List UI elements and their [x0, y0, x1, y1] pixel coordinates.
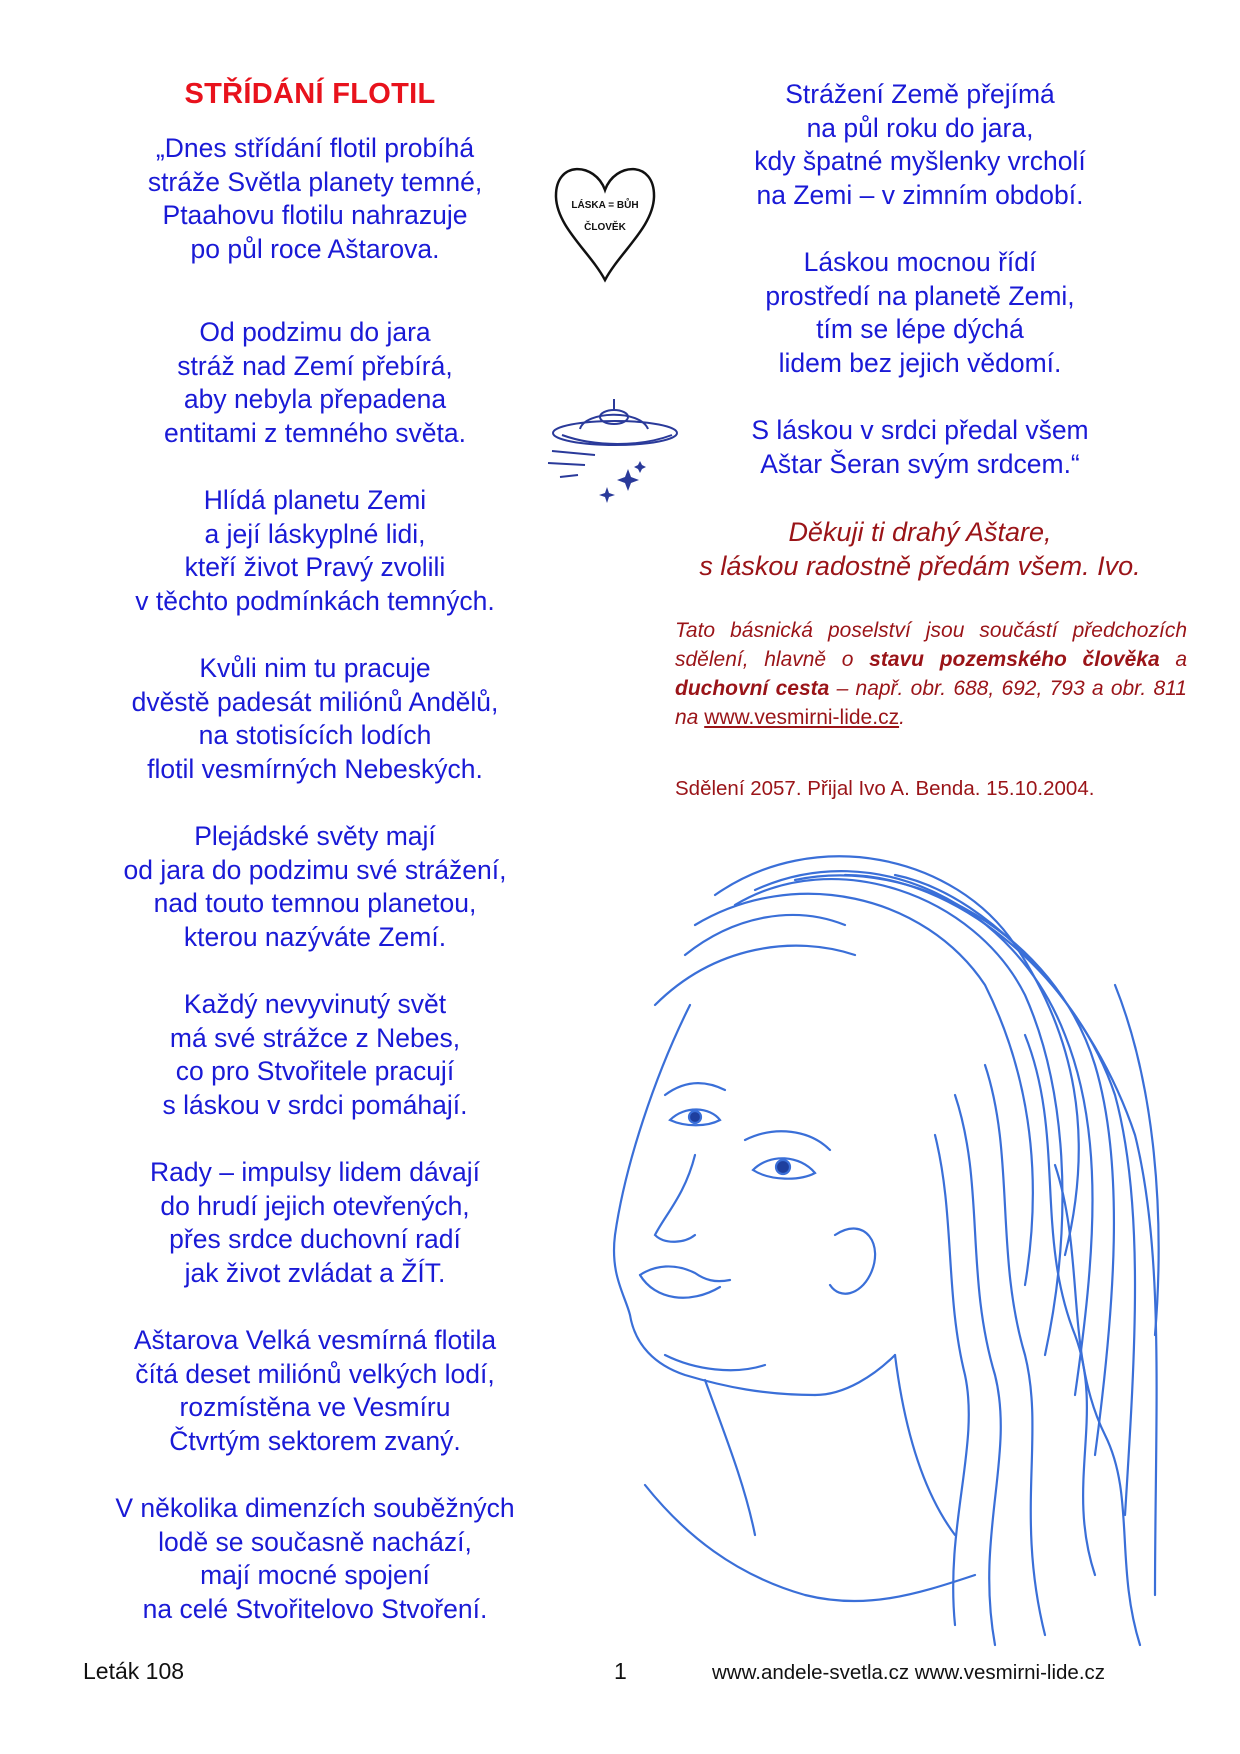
poem-line: mají mocné spojení [200, 1560, 430, 1590]
heart-logo-text: LÁSKA = BŮH [571, 200, 639, 211]
poem-right-stanza-2 [690, 246, 1150, 380]
poem-left-stanza-3 [70, 484, 560, 618]
note-text: a [1175, 648, 1187, 671]
poem-left-9 [70, 1492, 560, 1626]
note-text: Tato básnická poselství jsou součástí předchozích sdělení, hlavně o [675, 619, 1187, 671]
poem-line: na půl roku do jara, [806, 112, 1034, 143]
poem-right-3 [690, 414, 1150, 481]
thanks-signature [660, 515, 1180, 583]
reference-note [675, 616, 1187, 732]
footer-websites: www.andele-svetla.cz www.vesmirni-lide.cz [712, 1661, 1106, 1684]
poem-left-4 [70, 652, 560, 786]
note-text: – např. obr. 688, 692, 793 a obr. 811 na [675, 677, 1187, 729]
poem-line: v těchto podmínkách temných. [135, 585, 495, 616]
poem-left-stanza-5 [70, 820, 560, 954]
poem-left-7 [70, 1156, 560, 1290]
poem-line: tím se lépe dýchá [816, 314, 1024, 344]
poem-line: stráž nad Zemí přebírá, [177, 350, 453, 381]
poem-line: na celé Stvořitelovo Stvoření. [142, 1593, 488, 1624]
poem-line: Hlídá planetu Zemi [203, 485, 427, 515]
poem-line: po půl roce Aštarova. [190, 233, 440, 264]
poem-left-6 [70, 988, 560, 1122]
poem-left-3 [70, 484, 560, 618]
vesmirni-lide-link[interactable]: www.vesmirni-lide.cz [704, 706, 900, 729]
poem-line: entitami z temného světa. [164, 417, 466, 448]
poem-right-stanza-1 [690, 78, 1150, 212]
poem-line: na stotisících lodích [198, 720, 432, 750]
poem-line: Každý nevyvinutý svět [183, 989, 447, 1019]
poem-line: na Zemi – v zimním období. [756, 179, 1084, 210]
poem-line: stráže Světla planety temné, [147, 166, 483, 197]
poem-left-5 [70, 820, 560, 954]
poem-left-stanza-7 [70, 1156, 560, 1290]
poem-line: Aštar Šeran svým srdcem.“ [760, 448, 1080, 479]
poem-left-stanza-6 [70, 988, 560, 1122]
poem-right-1 [690, 78, 1150, 212]
poem-line: čítá deset miliónů velkých lodí, [135, 1358, 495, 1389]
thanks-line: Děkuji ti drahý Aštare, [788, 517, 1052, 547]
heart-logo-icon [550, 152, 660, 287]
source-line: Sdělení 2057. Přijal Ivo A. Benda. 15.10.2004. [675, 777, 1095, 800]
poem-line: a její láskyplné lidi, [204, 518, 426, 549]
poem-right-2 [690, 246, 1150, 380]
poem-line: lodě se současně nachází, [158, 1526, 472, 1557]
poem-line: lidem bez jejich vědomí. [778, 347, 1062, 378]
poem-line: Ptaahovu flotilu nahrazuje [162, 200, 468, 230]
poem-line: aby nebyla přepadena [183, 384, 447, 414]
poem-line: Rady – impulsy lidem dávají [150, 1157, 480, 1187]
poem-left-2 [70, 316, 560, 450]
poem-left-stanza-4 [70, 652, 560, 786]
page-title: STŘÍDÁNÍ FLOTIL [184, 78, 436, 110]
poem-left-stanza-1 [70, 132, 560, 266]
poem-line: V několika dimenzích souběžných [115, 1493, 515, 1523]
poem-left-stanza-2 [70, 316, 560, 450]
poem-line: kterou nazýváte Zemí. [183, 921, 447, 952]
poem-line: „Dnes střídání flotil probíhá [155, 133, 475, 163]
note-bold: stavu pozemského člověka [869, 648, 1160, 671]
poem-line: Aštarova Velká vesmírná flotila [133, 1325, 497, 1355]
poem-line: Láskou mocnou řídí [803, 247, 1037, 277]
poem-line: dvěstě padesát miliónů Andělů, [131, 686, 499, 717]
poem-line: Strážení Země přejímá [785, 79, 1055, 109]
poem-line: Čtvrtým sektorem zvaný. [169, 1425, 461, 1456]
poem-left-stanza-9 [70, 1492, 560, 1626]
note-bold: duchovní cesta [675, 677, 830, 700]
heart-logo-text: ČLOVĚK [584, 222, 626, 233]
poem-line: od jara do podzimu své strážení, [123, 854, 507, 885]
poem-line: Plejádské světy mají [194, 821, 436, 851]
poem-line: přes srdce duchovní radí [169, 1224, 461, 1254]
poem-line: co pro Stvořitele pracují [175, 1056, 455, 1086]
poem-line: prostředí na planetě Zemi, [765, 280, 1075, 311]
poem-left-8 [70, 1324, 560, 1458]
poem-line: Kvůli nim tu pracuje [199, 653, 431, 683]
poem-left [70, 132, 560, 266]
poem-right-stanza-3 [690, 414, 1150, 481]
poem-line: kteří život Pravý zvolili [184, 552, 446, 582]
spaceship-icon [540, 395, 680, 515]
poem-left-stanza-8 [70, 1324, 560, 1458]
poem-line: flotil vesmírných Nebeských. [147, 753, 483, 784]
poem-line: jak život zvládat a ŽÍT. [184, 1257, 446, 1288]
poem-line: s láskou v srdci pomáhají. [162, 1089, 468, 1120]
note-text: . [899, 706, 905, 729]
poem-line: S láskou v srdci předal všem [751, 415, 1089, 445]
footer-leaflet-number: Leták 108 [83, 1658, 185, 1684]
poem-line: nad touto temnou planetou, [153, 888, 477, 918]
poem-line: do hrudí jejich otevřených, [160, 1190, 470, 1221]
footer-page-number: 1 [614, 1658, 627, 1684]
poem-line: kdy špatné myšlenky vrcholí [754, 146, 1086, 176]
poem-line: má své strážce z Nebes, [169, 1022, 461, 1053]
poem-line: Od podzimu do jara [199, 317, 431, 347]
poem-line: rozmístěna ve Vesmíru [179, 1392, 451, 1422]
thanks-line: s láskou radostně předám všem. Ivo. [699, 551, 1141, 581]
woman-portrait-drawing [595, 835, 1185, 1655]
